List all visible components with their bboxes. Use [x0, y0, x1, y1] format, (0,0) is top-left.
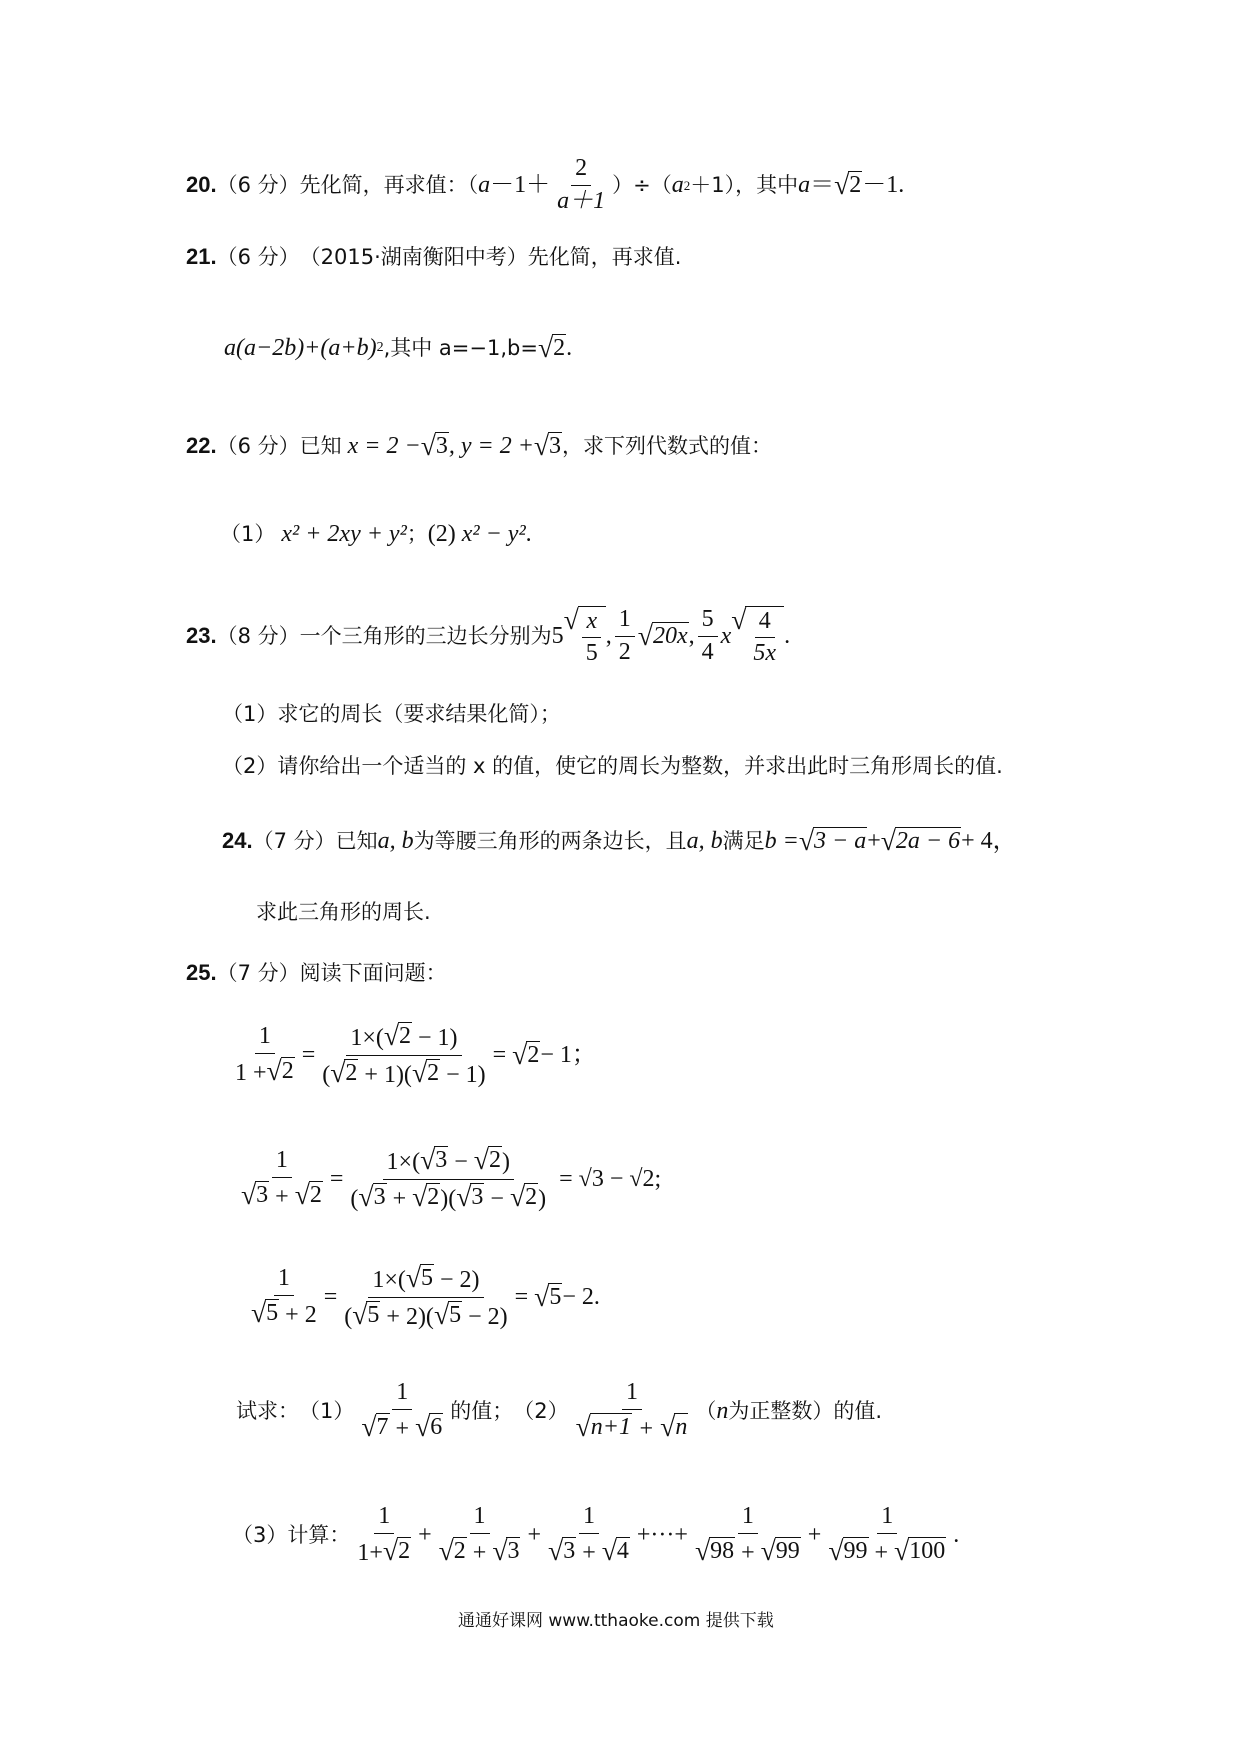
- radicand: 2: [553, 335, 566, 362]
- fraction-denominator: √ 7 + √ 6: [361, 1410, 443, 1442]
- fraction: [749, 609, 780, 666]
- question-text: （: [695, 1398, 717, 1423]
- fraction-denominator: 5: [585, 640, 598, 666]
- part-label: （1）: [220, 521, 276, 546]
- question-25-ask: [236, 1376, 882, 1446]
- radicand: 3: [549, 433, 562, 460]
- question-number: 22.: [186, 433, 217, 458]
- question-text: 先化简，再求值：（: [299, 172, 479, 197]
- radicand: 2a − 6: [895, 828, 961, 855]
- radicand: 3: [435, 433, 448, 460]
- exponent: 2: [376, 340, 384, 355]
- result: = √3 − √2;: [559, 1166, 662, 1192]
- radical: √ 20x: [637, 620, 688, 652]
- fraction-denominator: ( √ 3 + √ 2 )( √ 3 − √ 2 ): [350, 1180, 547, 1212]
- sum-term: 1 1+ √ 2: [357, 1503, 411, 1566]
- fraction-numerator: 1: [274, 1266, 294, 1295]
- radicand: 3 − a: [814, 828, 867, 855]
- separator: ,: [688, 623, 695, 649]
- question-22-parts: [220, 518, 532, 550]
- radicand: 2: [849, 172, 862, 199]
- fraction-numerator: 1: [615, 607, 635, 636]
- example-3: 1 √ 5 + 2 = 1×( √ 5 − 2) ( √ 5 + 2)( √ 5 − 2) = √ 5 − 2.: [244, 1260, 600, 1334]
- radical: √ $\frac{4}{5x}$: [731, 606, 784, 666]
- fraction-numerator: 1: [255, 1024, 275, 1053]
- sum-term: 1 √ 98 + √ 99: [694, 1503, 800, 1566]
- math-var: a: [478, 172, 491, 198]
- math-expression: x = 2 −: [347, 433, 421, 459]
- math-op: .: [566, 335, 573, 361]
- fraction-numerator: 1×( √ 2 − 1): [346, 1022, 461, 1055]
- question-22: [186, 430, 772, 462]
- radical: √ 2: [834, 169, 862, 201]
- question-text: 一个三角形的三边长分别为: [299, 623, 552, 648]
- fraction-denominator: 1 + √ 2: [235, 1054, 294, 1086]
- question-25: [186, 958, 447, 988]
- question-number: 21.: [186, 244, 217, 269]
- fraction-numerator: 1: [272, 1148, 292, 1177]
- math-var: x: [720, 623, 732, 649]
- math-expression: x² − y²: [461, 521, 526, 547]
- fraction-numerator: 4: [755, 609, 775, 638]
- fraction-denominator: a＋1: [557, 187, 606, 214]
- math-op: ＝: [810, 172, 835, 198]
- question-text: ,其中 a=−1,b=: [383, 335, 538, 360]
- fraction-denominator: √ 3 + √ 2: [241, 1178, 322, 1210]
- example-2: 1 √ 3 + √ 2 = 1×( √ 3 − √ 2 ) ( √ 3 + √ 2 )( √ 3 − √ 2 ) = √3 − √2;: [234, 1142, 661, 1216]
- math-op: +: [867, 828, 881, 854]
- math-var: a: [798, 172, 811, 198]
- question-24: [222, 823, 1017, 859]
- footer-source: 通通好课网 www.tthaoke.com 提供下载: [458, 1610, 774, 1631]
- fraction: [318, 1022, 489, 1087]
- question-23-part-1: （1）求它的周长（要求结果化简）；: [222, 701, 561, 726]
- fraction-numerator: 1×( √ 3 − √ 2 ): [383, 1146, 514, 1179]
- math-op: －1.: [862, 172, 905, 198]
- math-expression: a, b: [686, 828, 723, 854]
- question-number: 25.: [186, 960, 217, 985]
- question-text: 已知: [335, 828, 378, 853]
- question-24-line-2: 求此三角形的周长.: [256, 899, 431, 924]
- question-text: 阅读下面问题：: [299, 960, 447, 985]
- question-text: 为等腰三角形的两条边长，且: [413, 828, 687, 853]
- part-label: (2): [427, 521, 456, 547]
- math-expression: , y = 2 +: [448, 433, 534, 459]
- part-label: （1）: [299, 1398, 355, 1423]
- question-text: 已知: [299, 433, 342, 458]
- question-text: 的值；: [450, 1398, 514, 1423]
- question-text: ，求下列代数式的值：: [562, 433, 773, 458]
- fraction: [572, 1380, 693, 1441]
- fraction: [553, 156, 609, 213]
- fraction-denominator: 5x: [753, 640, 777, 666]
- fraction: [340, 1264, 511, 1329]
- question-23: [186, 604, 790, 668]
- fraction: [237, 1148, 327, 1209]
- question-text: （2015·湖南衡阳中考）先化简，再求值.: [299, 244, 682, 269]
- math-op: .: [953, 1522, 960, 1548]
- fraction: [615, 607, 635, 664]
- radical: √ 3: [420, 430, 448, 462]
- math-var: n: [716, 1398, 729, 1424]
- sum-term: 1 √ 3 + √ 4: [548, 1503, 629, 1566]
- radical: √ $\frac{x}{5}$: [564, 606, 606, 666]
- math-op: －1＋: [490, 172, 551, 198]
- score: （8 分）: [216, 623, 300, 648]
- question-number: 20.: [186, 172, 217, 197]
- question-text: 满足: [722, 828, 765, 853]
- fraction-numerator: 1×( √ 5 − 2): [368, 1264, 483, 1297]
- example-1: 1 1 + √ 2 = 1×( √ 2 − 1) ( √ 2 + 1)( √ 2 − 1) = √ 2 − 1；: [228, 1020, 596, 1090]
- coefficient: 5: [551, 623, 564, 649]
- score: （6 分）: [216, 433, 300, 458]
- question-21-expression: [224, 333, 572, 363]
- result: − 1；: [540, 1042, 596, 1068]
- separator: ,: [605, 623, 612, 649]
- math-expression: b =: [764, 828, 799, 854]
- score: （6 分）: [216, 244, 300, 269]
- separator: ；: [406, 521, 428, 546]
- fraction-denominator: √ n+1 + √ n: [575, 1410, 688, 1442]
- fraction: [247, 1266, 321, 1327]
- math-op: + 4，: [961, 828, 1017, 854]
- math-expression: a(a−2b)+(a+b): [224, 335, 377, 361]
- fraction-denominator: 4: [701, 638, 714, 665]
- question-number: 24.: [222, 828, 253, 853]
- question-text: 试求：: [236, 1398, 299, 1423]
- part-label: （2）: [513, 1398, 569, 1423]
- sum-term: 1 √ 99 + √ 100: [828, 1503, 946, 1566]
- fraction: [346, 1146, 550, 1211]
- fraction-denominator: √ 5 + 2: [251, 1296, 317, 1328]
- math-op: +: [527, 1522, 542, 1548]
- radical: √ 3: [533, 430, 562, 462]
- fraction-numerator: 1: [622, 1380, 642, 1409]
- math-expression: a, b: [377, 828, 414, 854]
- question-20: [186, 155, 904, 215]
- result: − 2.: [562, 1284, 600, 1310]
- fraction-denominator: ( √ 5 + 2)( √ 5 − 2): [344, 1298, 508, 1330]
- fraction-numerator: 2: [571, 156, 591, 185]
- question-text: ＋1），其中: [690, 172, 799, 197]
- radical: √ 2: [537, 332, 566, 364]
- radical: √ 3 − a: [798, 825, 867, 857]
- ellipsis: +···+: [636, 1522, 688, 1548]
- question-25-part-3: [232, 1500, 959, 1570]
- fraction-numerator: 1: [392, 1380, 412, 1409]
- part-label: （3）计算：: [232, 1522, 351, 1547]
- score: （6 分）: [216, 172, 300, 197]
- question-text: ）÷（: [612, 172, 672, 197]
- fraction-denominator: ( √ 2 + 1)( √ 2 − 1): [322, 1056, 486, 1088]
- sum-term: 1 √ 2 + √ 3: [438, 1503, 520, 1566]
- fraction: [231, 1024, 299, 1085]
- radicand: 20x: [652, 623, 688, 650]
- fraction: [357, 1380, 447, 1441]
- math-op: +: [807, 1522, 822, 1548]
- question-text: 为正整数）的值.: [728, 1398, 883, 1423]
- radical: √ 2a − 6: [880, 825, 961, 857]
- question-number: 23.: [186, 623, 217, 648]
- fraction-denominator: 2: [618, 638, 631, 665]
- fraction: [582, 609, 602, 666]
- question-21: [186, 242, 681, 272]
- math-op: .: [525, 521, 532, 547]
- fraction: [698, 607, 718, 664]
- math-op: .: [784, 623, 791, 649]
- exponent: 2: [683, 177, 691, 193]
- math-op: +: [418, 1522, 432, 1548]
- math-var: a: [671, 172, 684, 198]
- score: （7 分）: [216, 960, 300, 985]
- fraction-numerator: 5: [698, 607, 718, 636]
- score: （7 分）: [252, 828, 336, 853]
- question-23-part-2: （2）请你给出一个适当的 x 的值，使它的周长为整数，并求出此时三角形周长的值.: [222, 753, 1003, 778]
- math-expression: x² + 2xy + y²: [281, 521, 407, 547]
- fraction-numerator: x: [582, 609, 601, 638]
